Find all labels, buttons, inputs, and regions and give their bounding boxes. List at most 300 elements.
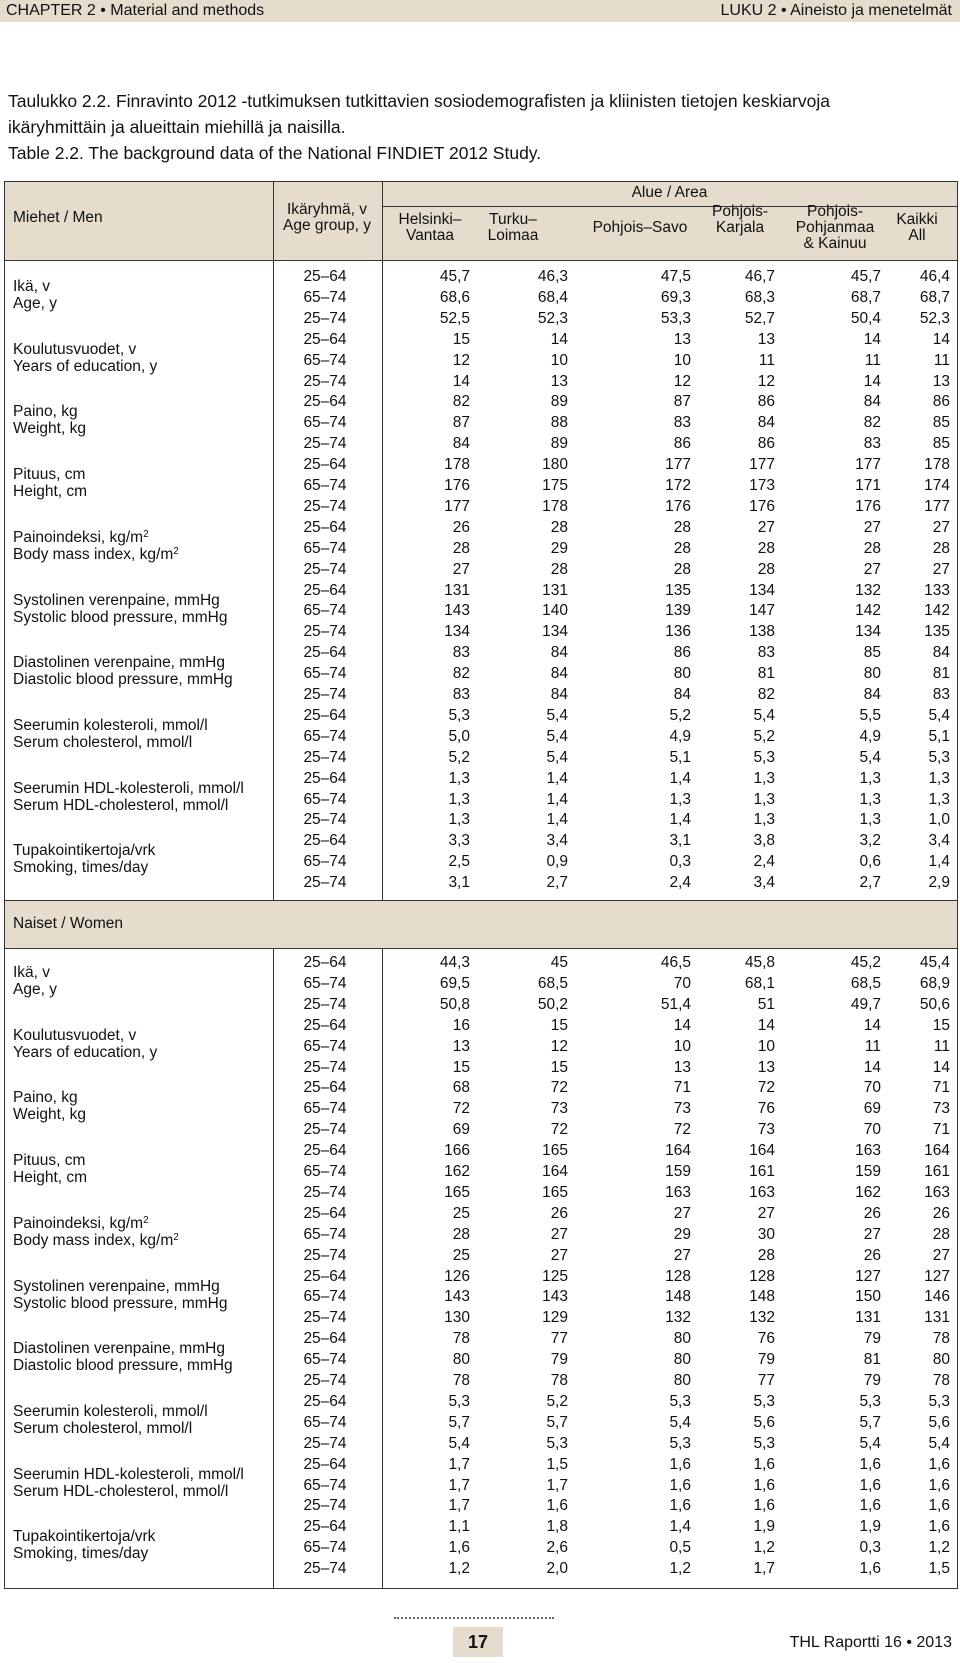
value-cell: 1,6 (859, 1455, 881, 1473)
value-cell: 10 (550, 351, 568, 369)
value-cell: 83 (932, 686, 950, 703)
value-cell: 1,6 (928, 1497, 950, 1515)
value-cell: 76 (757, 1330, 775, 1348)
age-group-cell: 25–74 (303, 1309, 347, 1327)
value-cell: 15 (452, 330, 470, 348)
value-cell: 80 (673, 1330, 691, 1348)
value-cell: 3,3 (448, 832, 470, 850)
age-group-cell: 25–74 (303, 623, 347, 641)
value-cell: 5,3 (928, 748, 950, 766)
value-cell: 27 (863, 1225, 881, 1243)
value-cell: 5,3 (928, 1392, 950, 1410)
value-cell: 13 (673, 1058, 691, 1076)
value-cell: 68,5 (537, 974, 568, 992)
age-group-cell: 25–64 (303, 706, 347, 724)
caption-en: Table 2.2. The background data of the National FINDIET 2012 Study. (8, 143, 542, 163)
men-label: Miehet / Men (13, 209, 103, 226)
value-cell: 5,2 (546, 1392, 568, 1410)
value-cell: 27 (550, 1246, 568, 1264)
value-cell: 14 (932, 1058, 950, 1076)
value-cell: 131 (444, 581, 470, 599)
value-cell: 83 (452, 686, 470, 703)
variable-label-en: Age, y (13, 981, 57, 998)
variable-label (13, 1089, 86, 1123)
variable-label-fi: Painoindeksi, $kg/m^2$ (13, 528, 149, 546)
value-cell: 84 (550, 644, 568, 662)
value-cell: 2,7 (546, 874, 568, 892)
value-cell: 1,5 (928, 1560, 950, 1578)
variable-label-fi: Koulutusvuodet, v (13, 340, 137, 358)
value-cell: 13 (673, 330, 691, 348)
value-cell: 84 (452, 435, 470, 453)
age-group-cell: 25–64 (303, 1392, 347, 1410)
value-cell: 84 (550, 686, 568, 703)
value-cell: 143 (542, 1288, 568, 1306)
value-cell: 1,7 (448, 1476, 470, 1494)
age-group-cell: 25–64 (303, 1204, 347, 1222)
region-header-line: Vantaa (406, 227, 454, 244)
variable-label (13, 466, 87, 500)
age-group-cell: 25–64 (303, 832, 347, 850)
value-cell: 79 (863, 1330, 881, 1348)
variable-label-en: Height, cm (13, 483, 88, 501)
value-cell: 78 (452, 1330, 470, 1348)
value-cell: 5,2 (448, 748, 470, 766)
value-cell: 68,1 (744, 974, 775, 992)
value-cell: 1,6 (669, 1497, 691, 1515)
value-cell: 164 (924, 1142, 950, 1160)
value-cell: 136 (665, 623, 691, 641)
age-group-cell: 65–74 (303, 1100, 347, 1118)
value-cell: 178 (924, 456, 950, 474)
value-cell: 87 (673, 393, 691, 411)
value-cell: 161 (924, 1163, 950, 1180)
value-cell: 1,3 (928, 790, 950, 808)
value-cell: 1,3 (859, 790, 881, 808)
value-cell: 71 (932, 1079, 950, 1097)
value-cell: 78 (932, 1330, 950, 1348)
value-cell: 1,7 (753, 1560, 775, 1578)
value-cell: 52,3 (537, 309, 568, 327)
value-cell: 13 (550, 372, 568, 390)
value-cell: 81 (932, 665, 950, 683)
value-cell: 180 (542, 456, 568, 474)
region-header-line: All (908, 227, 926, 244)
value-cell: 84 (932, 644, 950, 662)
value-cell: 80 (673, 665, 691, 683)
value-cell: 5,2 (753, 727, 775, 745)
table-header (5, 182, 957, 261)
value-cell: 28 (757, 560, 775, 578)
value-cell: 1,3 (928, 769, 950, 787)
value-cell: 69 (452, 1121, 470, 1139)
age-group-cell: 65–74 (303, 974, 347, 992)
value-cell: 166 (444, 1142, 470, 1160)
value-cell: 10 (673, 1037, 691, 1055)
age-group-cell: 25–74 (303, 497, 347, 515)
value-cell: 27 (863, 518, 881, 536)
value-cell: 4,9 (859, 727, 881, 745)
age-group-cell: 25–64 (303, 456, 347, 474)
value-cell: 140 (542, 602, 568, 620)
variable-label (13, 964, 57, 998)
value-cell: 132 (855, 581, 881, 599)
age-group-cell: 25–74 (303, 309, 347, 327)
value-cell: 173 (749, 477, 775, 494)
value-cell: 28 (550, 560, 568, 578)
variable-label-en: Diastolic blood pressure, mmHg (13, 671, 233, 689)
value-cell: 1,3 (669, 790, 691, 808)
value-cell: 27 (452, 560, 470, 578)
value-cell: 25 (452, 1246, 470, 1264)
value-cell: 83 (452, 644, 470, 662)
value-cell: 11 (933, 1037, 950, 1055)
value-cell: 1,6 (859, 1497, 881, 1515)
data-table (4, 181, 958, 1589)
women-band (5, 900, 957, 949)
age-group-cell: 65–74 (303, 414, 347, 432)
value-cell: 5,1 (928, 727, 950, 745)
value-cell: 5,4 (928, 706, 950, 724)
value-cell: 12 (673, 372, 691, 390)
age-group-cell: 25–64 (303, 1267, 347, 1285)
value-cell: 176 (665, 497, 691, 515)
value-cell: 26 (452, 518, 470, 536)
value-cell: 68,7 (850, 288, 881, 306)
column-divider (273, 182, 274, 260)
age-group-cell: 65–74 (303, 1351, 347, 1369)
caption-fi-line2: ikäryhmittäin ja alueittain miehillä ja naisilla. (8, 117, 346, 137)
value-cell: 5,4 (859, 748, 881, 766)
age-group-cell: 25–64 (303, 1330, 347, 1348)
variable-label-fi: Seerumin kolesteroli, mmol/l (13, 716, 208, 734)
value-cell: 28 (673, 539, 691, 557)
value-cell: 132 (665, 1309, 691, 1327)
value-cell: 82 (757, 686, 775, 703)
value-cell: 128 (665, 1267, 691, 1285)
value-cell: 0,6 (859, 853, 881, 871)
value-cell: 25 (452, 1204, 470, 1222)
value-cell: 177 (855, 456, 881, 474)
value-cell: 47,5 (660, 268, 691, 285)
variable-label-fi: Ikä, v (13, 964, 51, 981)
table-caption (8, 88, 948, 166)
value-cell: 5,4 (546, 706, 568, 724)
value-cell: 1,3 (448, 811, 470, 829)
value-cell: 0,3 (859, 1539, 881, 1557)
value-cell: 89 (550, 435, 568, 453)
value-cell: 0,5 (669, 1539, 691, 1557)
age-group-cell: 65–74 (303, 1476, 347, 1494)
value-cell: 1,3 (753, 790, 775, 808)
variable-label-en: Smoking, times/day (13, 1545, 149, 1563)
value-cell: 175 (542, 477, 568, 494)
value-cell: 5,3 (753, 1434, 775, 1452)
value-cell: 1,0 (928, 811, 950, 829)
value-cell: 69,5 (439, 974, 470, 992)
variable-label (13, 780, 244, 814)
age-group-cell: 65–74 (303, 539, 347, 557)
variable-label-en: Systolic blood pressure, mmHg (13, 1294, 228, 1312)
value-cell: 1,4 (669, 1518, 691, 1536)
variable-label (13, 1466, 244, 1500)
value-cell: 176 (855, 497, 881, 515)
value-cell: 72 (757, 1079, 775, 1097)
value-cell: 78 (932, 1372, 950, 1389)
value-cell: 1,3 (448, 769, 470, 787)
value-cell: 1,9 (753, 1518, 775, 1536)
variable-label-en: Smoking, times/day (13, 859, 149, 877)
value-cell: 14 (673, 1016, 691, 1034)
value-cell: 142 (855, 602, 881, 620)
value-cell: 1,6 (669, 1455, 691, 1473)
value-cell: 69 (863, 1100, 881, 1118)
age-group-cell: 25–74 (303, 1497, 347, 1515)
value-cell: 176 (749, 497, 775, 515)
age-group-cell: 25–74 (303, 748, 347, 766)
value-cell: 28 (673, 518, 691, 536)
variable-label (13, 592, 228, 626)
region-header-line: Kaikki (896, 211, 938, 228)
variable-label-en: Serum HDL-cholesterol, mmol/l (13, 796, 229, 814)
value-cell: 5,3 (669, 1392, 691, 1410)
value-cell: 162 (855, 1183, 881, 1201)
value-cell: 126 (444, 1267, 470, 1285)
age-group-cell: 65–74 (303, 1413, 347, 1431)
value-cell: 50,8 (439, 995, 470, 1013)
value-cell: 5,7 (546, 1413, 568, 1431)
value-cell: 84 (757, 414, 775, 432)
age-group-cell: 25–74 (303, 874, 347, 892)
value-cell: 46,5 (660, 954, 691, 971)
age-group-cell: 25–74 (303, 1372, 347, 1389)
value-cell: 161 (749, 1163, 775, 1180)
value-cell: 3,1 (669, 832, 691, 850)
age-group-cell: 25–74 (303, 1121, 347, 1139)
variable-label-fi: Tupakointikertoja/vrk (13, 842, 156, 860)
value-cell: 51 (757, 995, 775, 1013)
value-cell: 148 (749, 1288, 775, 1306)
value-cell: 26 (932, 1204, 950, 1222)
value-cell: 45 (550, 954, 568, 971)
value-cell: 28 (673, 560, 691, 578)
value-cell: 146 (924, 1288, 950, 1306)
value-cell: 68,3 (744, 288, 775, 306)
value-cell: 1,4 (928, 853, 950, 871)
value-cell: 131 (924, 1309, 950, 1327)
age-group-cell: 65–74 (303, 351, 347, 369)
variable-label (13, 529, 179, 563)
value-cell: 163 (855, 1142, 881, 1160)
age-group-cell: 25–74 (303, 372, 347, 390)
region-header-line: Loimaa (487, 227, 539, 244)
age-group-cell: 25–74 (303, 1058, 347, 1076)
age-group-cell: 25–74 (303, 435, 347, 453)
age-group-cell: 25–64 (303, 268, 347, 285)
value-cell: 5,4 (669, 1413, 691, 1431)
value-cell: 15 (550, 1016, 568, 1034)
value-cell: 164 (665, 1142, 691, 1160)
value-cell: 1,3 (753, 769, 775, 787)
column-divider (382, 182, 383, 260)
variable-label-en: Weight, kg (13, 1106, 86, 1124)
region-header-line: Turku– (489, 211, 537, 228)
value-cell: 1,7 (448, 1497, 470, 1515)
value-cell: 14 (863, 330, 881, 348)
value-cell: 165 (542, 1142, 568, 1160)
value-cell: 68 (452, 1079, 470, 1097)
value-cell: 68,9 (919, 974, 950, 992)
value-cell: 1,6 (669, 1476, 691, 1494)
variable-label (13, 1278, 228, 1312)
value-cell: 165 (444, 1183, 470, 1201)
value-cell: 5,4 (448, 1434, 470, 1452)
column-divider (273, 949, 274, 1588)
value-cell: 84 (863, 393, 881, 411)
age-group-cell: 25–64 (303, 769, 347, 787)
value-cell: 27 (932, 560, 950, 578)
value-cell: 28 (452, 539, 470, 557)
value-cell: 11 (933, 351, 950, 369)
value-cell: 162 (444, 1163, 470, 1180)
value-cell: 46,4 (919, 268, 950, 285)
value-cell: 1,6 (928, 1476, 950, 1494)
age-group-cell: 65–74 (303, 853, 347, 871)
variable-label-en: Serum cholesterol, mmol/l (13, 1419, 193, 1437)
region-header-line: Pohjanmaa (795, 219, 875, 236)
value-cell: 1,4 (669, 769, 691, 787)
value-cell: 50,2 (537, 995, 568, 1013)
value-cell: 14 (863, 1058, 881, 1076)
variable-label (13, 842, 155, 876)
value-cell: 14 (863, 372, 881, 390)
value-cell: 5,7 (859, 1413, 881, 1431)
value-cell: 81 (757, 665, 775, 683)
age-group-en: Age group, y (283, 217, 371, 234)
value-cell: 73 (757, 1121, 775, 1139)
value-cell: 14 (550, 330, 568, 348)
value-cell: 14 (452, 372, 470, 390)
value-cell: 13 (932, 372, 950, 390)
value-cell: 28 (550, 518, 568, 536)
variable-label (13, 1340, 233, 1374)
age-group-cell: 25–74 (303, 1560, 347, 1578)
variable-label (13, 1152, 87, 1186)
region-header-line: Pohjois–Savo (592, 219, 688, 236)
variable-label-fi: Pituus, cm (13, 466, 86, 484)
value-cell: 84 (673, 686, 691, 703)
value-cell: 13 (757, 1058, 775, 1076)
age-group-cell: 65–74 (303, 727, 347, 745)
value-cell: 10 (757, 1037, 775, 1055)
age-group-cell: 65–74 (303, 1539, 347, 1557)
value-cell: 3,4 (753, 874, 775, 892)
value-cell: 5,4 (546, 727, 568, 745)
running-header (0, 0, 960, 22)
age-group-cell: 25–74 (303, 1434, 347, 1452)
value-cell: 134 (855, 623, 881, 641)
age-group-cell: 65–74 (303, 477, 347, 494)
value-cell: 5,3 (448, 1392, 470, 1410)
value-cell: 72 (673, 1121, 691, 1139)
age-group-cell: 25–64 (303, 644, 347, 662)
value-cell: 71 (673, 1079, 691, 1097)
variable-label-en: Age, y (13, 295, 57, 312)
value-cell: 143 (444, 602, 470, 620)
value-cell: 80 (932, 1351, 950, 1369)
header-left: CHAPTER 2 • Material and methods (6, 2, 265, 19)
value-cell: 142 (924, 602, 950, 620)
value-cell: 71 (932, 1121, 950, 1139)
value-cell: 128 (749, 1267, 775, 1285)
value-cell: 72 (550, 1079, 568, 1097)
value-cell: 177 (444, 497, 470, 515)
value-cell: 27 (932, 518, 950, 536)
value-cell: 52,5 (439, 309, 470, 327)
value-cell: 49,7 (850, 995, 881, 1013)
value-cell: 2,5 (448, 853, 470, 871)
value-cell: 2,9 (928, 874, 950, 892)
age-group-cell: 25–64 (303, 330, 347, 348)
value-cell: 26 (863, 1204, 881, 1222)
region-header-1 (453, 212, 573, 244)
value-cell: 164 (542, 1163, 568, 1180)
value-cell: 70 (673, 974, 691, 992)
value-cell: 5,4 (753, 706, 775, 724)
value-cell: 1,2 (928, 1539, 950, 1557)
age-group-cell: 65–74 (303, 790, 347, 808)
value-cell: 134 (444, 623, 470, 641)
value-cell: 1,3 (753, 811, 775, 829)
value-cell: 5,4 (859, 1434, 881, 1452)
value-cell: 82 (452, 393, 470, 411)
value-cell: 5,7 (448, 1413, 470, 1431)
value-cell: 1,2 (669, 1560, 691, 1578)
age-group-cell: 65–74 (303, 288, 347, 306)
value-cell: 27 (932, 1246, 950, 1264)
value-cell: 27 (550, 1225, 568, 1243)
age-group-cell: 25–74 (303, 995, 347, 1013)
value-cell: 2,6 (546, 1539, 568, 1557)
value-cell: 73 (673, 1100, 691, 1118)
value-cell: 68,4 (537, 288, 568, 306)
value-cell: 68,7 (919, 288, 950, 306)
age-group-cell: 25–64 (303, 1079, 347, 1097)
value-cell: 172 (665, 477, 691, 494)
value-cell: 139 (665, 602, 691, 620)
variable-label (13, 1403, 208, 1437)
value-cell: 1,6 (753, 1497, 775, 1515)
value-cell: 84 (550, 665, 568, 683)
value-cell: 26 (550, 1204, 568, 1222)
value-cell: 52,3 (919, 309, 950, 327)
value-cell: 86 (673, 435, 691, 453)
value-cell: 1,3 (448, 790, 470, 808)
page-number: 17 (453, 1627, 503, 1657)
age-group-cell: 25–64 (303, 954, 347, 971)
value-cell: 82 (863, 414, 881, 432)
variable-label-en: Height, cm (13, 1169, 88, 1187)
value-cell: 13 (452, 1037, 470, 1055)
value-cell: 1,5 (546, 1455, 568, 1473)
variable-label-en: Body mass index, $kg/m^2$ (13, 545, 179, 563)
value-cell: 165 (542, 1183, 568, 1201)
value-cell: 171 (855, 477, 881, 494)
value-cell: 135 (924, 623, 950, 641)
value-cell: 177 (749, 456, 775, 474)
value-cell: 177 (924, 497, 950, 515)
value-cell: 85 (932, 414, 950, 432)
